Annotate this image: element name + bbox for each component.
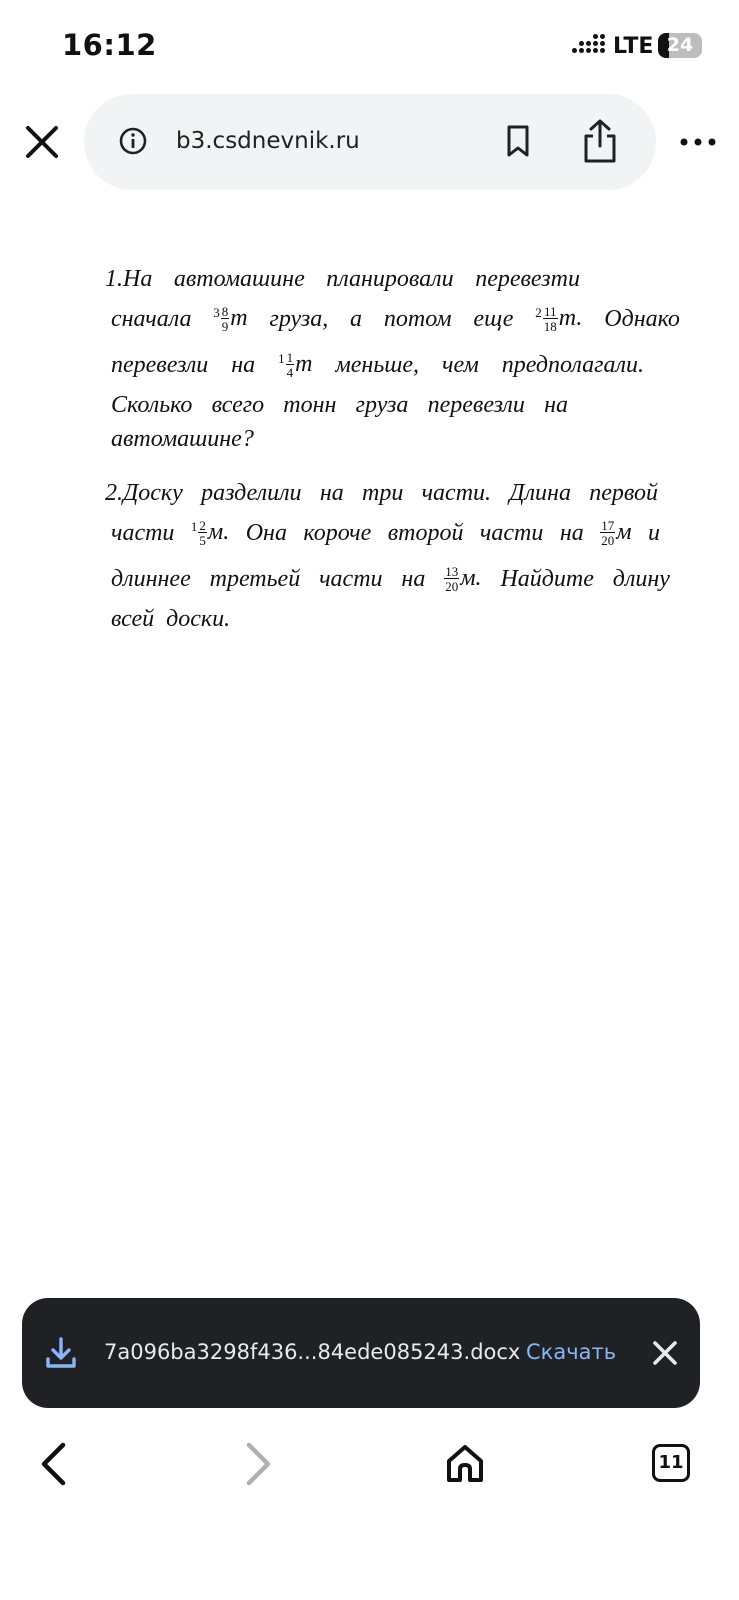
fraction: $\frac{13}{20}$ <box>445 564 459 595</box>
problem-line: перевезли на 1 $\frac{1}{4}$ т меньше, чем предполагали. <box>111 350 644 381</box>
problem-line: всей доски. <box>111 605 231 632</box>
bookmark-icon[interactable] <box>504 124 532 158</box>
network-type: LTE <box>613 34 654 59</box>
info-icon[interactable] <box>118 126 148 156</box>
battery-icon <box>658 33 702 58</box>
download-file-name: 7a096ba3298f436...84ede085243.docx <box>104 1340 521 1364</box>
problem-line: автомашине? <box>111 425 254 452</box>
download-bar <box>22 1298 700 1408</box>
signal-icon <box>572 36 606 58</box>
download-button[interactable]: Скачать <box>526 1340 617 1364</box>
status-time: 16:12 <box>62 28 157 62</box>
forward-icon[interactable] <box>242 1440 276 1488</box>
fraction: 2 $\frac{11}{18}$ <box>535 304 557 335</box>
tabs-button[interactable]: 11 <box>652 1444 690 1482</box>
close-icon[interactable] <box>652 1340 678 1366</box>
problem-line: Сколько всего тонн груза перевезли на <box>111 391 568 418</box>
problem-line: длиннее третьей части на $\frac{13}{20}$ м. Найдите длину <box>111 564 670 595</box>
fraction: 3 $\frac{8}{9}$ <box>213 304 229 335</box>
problem-line: сначала 3 $\frac{8}{9}$ т груза, а потом еще 2 $\frac{11}{18}$ т. Однако <box>111 304 680 335</box>
problem-2 <box>105 476 680 636</box>
home-icon[interactable] <box>444 1442 486 1484</box>
share-icon[interactable] <box>580 118 620 164</box>
problem-line: 2.Доску разделили на три части. Длина первой <box>105 479 658 506</box>
url-text[interactable]: b3.csdnevnik.ru <box>176 128 360 154</box>
address-bar[interactable] <box>84 94 656 190</box>
document-content <box>105 262 680 656</box>
problem-1 <box>105 262 680 456</box>
fraction: 1 $\frac{2}{5}$ <box>190 518 206 549</box>
more-icon[interactable] <box>678 132 718 152</box>
back-icon[interactable] <box>36 1440 70 1488</box>
close-icon[interactable] <box>22 122 62 162</box>
problem-line: 1.На автомашине планировали перевезти <box>105 265 580 292</box>
fraction: 1 $\frac{1}{4}$ <box>278 350 294 381</box>
problem-line: части 1 $\frac{2}{5}$ м. Она короче второй части на $\frac{17}{20}$ м и <box>111 518 660 549</box>
battery-level: 24 <box>666 34 694 56</box>
status-bar <box>0 0 739 90</box>
fraction: $\frac{17}{20}$ <box>601 518 615 549</box>
download-icon <box>44 1336 78 1370</box>
